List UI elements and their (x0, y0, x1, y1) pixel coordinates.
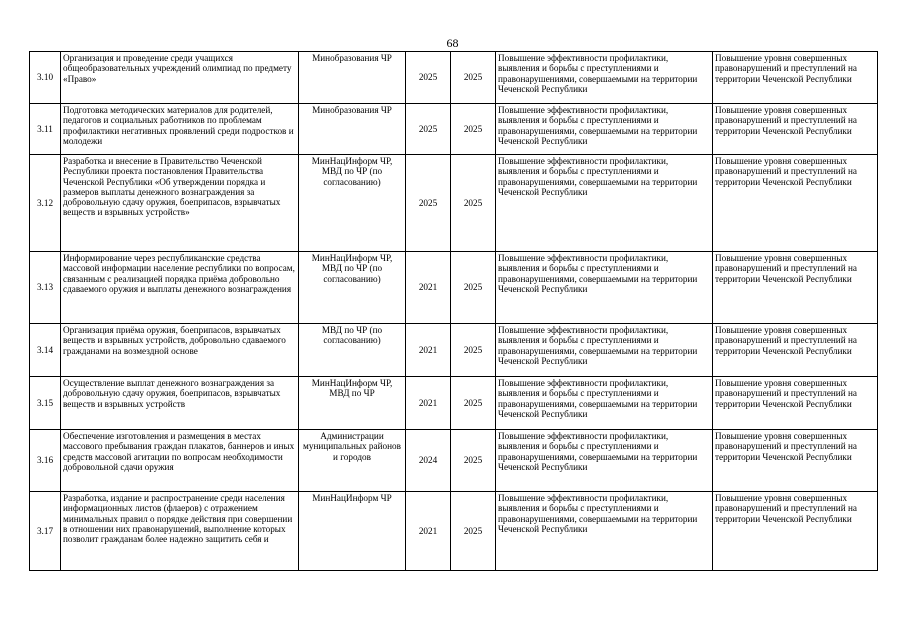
result-cell: Повышение эффективности профилактики, выявления и борьбы с преступлениями и правонарушениями, совершаемыми на территории Чеченской Республики (496, 52, 713, 104)
table-row (30, 104, 878, 155)
result-cell: Повышение эффективности профилактики, выявления и борьбы с преступлениями и правонарушениями, совершаемыми на территории Чеченской Республики (496, 430, 713, 492)
table-body (30, 52, 878, 571)
action-cell: Организация приёма оружия, боеприпасов, взрывчатых веществ и взрывных устройств, добровольно сдаваемого гражданами на возмездной основе (61, 324, 299, 377)
year-start-cell: 2025 (406, 52, 451, 104)
table-row (30, 324, 878, 377)
result-cell: Повышение эффективности профилактики, выявления и борьбы с преступлениями и правонарушениями, совершаемыми на территории Чеченской Республики (496, 252, 713, 324)
year-end-cell: 2025 (451, 104, 496, 155)
goal-cell: Повышение уровня совершенных правонарушений и преступлений на территории Чеченской Республики (713, 377, 878, 430)
executor-cell: МинНацИнформ ЧР (299, 492, 406, 571)
action-cell: Подготовка методических материалов для родителей, педагогов и социальных работников по проблемам профилактики негативных проявлений среди подростков и молодежи (61, 104, 299, 155)
goal-cell: Повышение уровня совершенных правонарушений и преступлений на территории Чеченской Республики (713, 430, 878, 492)
year-start-cell: 2024 (406, 430, 451, 492)
table-row (30, 492, 878, 571)
action-plan-table (29, 51, 878, 571)
goal-cell: Повышение уровня совершенных правонарушений и преступлений на территории Чеченской Республики (713, 52, 878, 104)
action-cell: Разработка и внесение в Правительство Чеченской Республики проекта постановления Правительства Чеченской Республики «Об утверждении порядка и размеров выплаты денежного вознаграждения за добровольную сдачу оружия, боеприпасов, взрывчатых веществ и взрывных устройств» (61, 155, 299, 252)
year-start-cell: 2025 (406, 155, 451, 252)
goal-cell: Повышение уровня совершенных правонарушений и преступлений на территории Чеченской Республики (713, 104, 878, 155)
row-number-cell: 3.10 (30, 52, 61, 104)
goal-cell: Повышение уровня совершенных правонарушений и преступлений на территории Чеченской Республики (713, 155, 878, 252)
result-cell: Повышение эффективности профилактики, выявления и борьбы с преступлениями и правонарушениями, совершаемыми на территории Чеченской Республики (496, 377, 713, 430)
result-cell: Повышение эффективности профилактики, выявления и борьбы с преступлениями и правонарушениями, совершаемыми на территории Чеченской Республики (496, 324, 713, 377)
year-start-cell: 2021 (406, 324, 451, 377)
table-row (30, 430, 878, 492)
action-cell: Обеспечение изготовления и размещения в местах массового пребывания граждан плакатов, баннеров и иных средств массовой агитации по вопросам необходимости добровольной сдачи оружия (61, 430, 299, 492)
executor-cell: МинНацИнформ ЧР, МВД по ЧР (по согласованию) (299, 155, 406, 252)
goal-cell: Повышение уровня совершенных правонарушений и преступлений на территории Чеченской Республики (713, 492, 878, 571)
action-cell: Организация и проведение среди учащихся общеобразовательных учреждений олимпиад по предмету «Право» (61, 52, 299, 104)
year-start-cell: 2021 (406, 492, 451, 571)
executor-cell: МВД по ЧР (по согласованию) (299, 324, 406, 377)
year-end-cell: 2025 (451, 430, 496, 492)
year-start-cell: 2021 (406, 252, 451, 324)
action-cell: Информирование через республиканские средства массовой информации население республики по вопросам, связанным с реализацией порядка приёма добровольно сдаваемого оружия и выплаты денежного вознаграждения (61, 252, 299, 324)
goal-cell: Повышение уровня совершенных правонарушений и преступлений на территории Чеченской Республики (713, 252, 878, 324)
row-number-cell: 3.16 (30, 430, 61, 492)
goal-cell: Повышение уровня совершенных правонарушений и преступлений на территории Чеченской Республики (713, 324, 878, 377)
year-end-cell: 2025 (451, 155, 496, 252)
year-end-cell: 2025 (451, 52, 496, 104)
table-row (30, 377, 878, 430)
action-cell: Осуществление выплат денежного вознаграждения за добровольную сдачу оружия, боеприпасов, взрывчатых веществ и взрывных устройств (61, 377, 299, 430)
year-end-cell: 2025 (451, 377, 496, 430)
result-cell: Повышение эффективности профилактики, выявления и борьбы с преступлениями и правонарушениями, совершаемыми на территории Чеченской Республики (496, 155, 713, 252)
year-end-cell: 2025 (451, 492, 496, 571)
year-start-cell: 2021 (406, 377, 451, 430)
table-row (30, 252, 878, 324)
row-number-cell: 3.15 (30, 377, 61, 430)
row-number-cell: 3.14 (30, 324, 61, 377)
executor-cell: Минобразования ЧР (299, 104, 406, 155)
page-number: 68 (446, 36, 459, 50)
executor-cell: Минобразования ЧР (299, 52, 406, 104)
year-end-cell: 2025 (451, 252, 496, 324)
row-number-cell: 3.13 (30, 252, 61, 324)
year-end-cell: 2025 (451, 324, 496, 377)
row-number-cell: 3.11 (30, 104, 61, 155)
result-cell: Повышение эффективности профилактики, выявления и борьбы с преступлениями и правонарушениями, совершаемыми на территории Чеченской Республики (496, 104, 713, 155)
table-row (30, 52, 878, 104)
row-number-cell: 3.12 (30, 155, 61, 252)
year-start-cell: 2025 (406, 104, 451, 155)
row-number-cell: 3.17 (30, 492, 61, 571)
executor-cell: МинНацИнформ ЧР, МВД по ЧР (по согласованию) (299, 252, 406, 324)
table-row (30, 155, 878, 252)
action-cell: Разработка, издание и распространение среди населения информационных листов (флаеров) с отражением минимальных правил о порядке действия при совершении в отношении них правонарушений, выполнение которых позволит гражданам более надежно защитить себя и (61, 492, 299, 571)
executor-cell: МинНацИнформ ЧР, МВД по ЧР (299, 377, 406, 430)
result-cell: Повышение эффективности профилактики, выявления и борьбы с преступлениями и правонарушениями, совершаемыми на территории Чеченской Республики (496, 492, 713, 571)
executor-cell: Администрации муниципальных районов и городов (299, 430, 406, 492)
